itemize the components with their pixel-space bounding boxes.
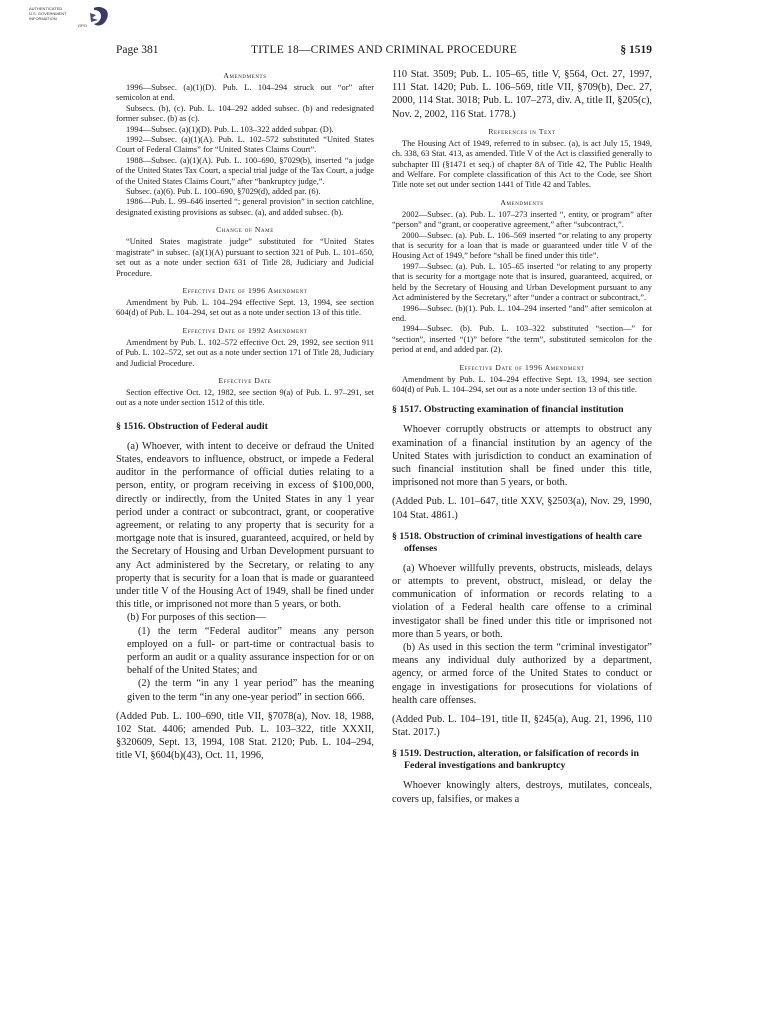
title-heading: TITLE 18—CRIMES AND CRIMINAL PROCEDURE <box>251 44 517 56</box>
amendment-note: 1996—Subsec. (b)(1). Pub. L. 104–294 inserted “and” after semicolon at end. <box>392 303 652 323</box>
page-number: Page 381 <box>116 44 159 56</box>
amendment-note: 1988—Subsec. (a)(1)(A). Pub. L. 100–690, §7029(b), inserted “a judge of the United States Tax Court, a special trial judge of the Tax Court, a judge of the United States Claims Court,” after “bankruptcy judge,”. <box>116 155 374 186</box>
section-1516-subsec-b: (b) For purposes of this section— <box>127 612 266 624</box>
section-1518-heading: § 1518. Obstruction of criminal investigations of health care offenses <box>392 530 642 554</box>
effective-date-1996-note: Amendment by Pub. L. 104–294 effective Sept. 13, 1994, see section 604(d) of Pub. L. 104–294, set out as a note under section 13 of this title. <box>116 297 374 318</box>
citation-continued: 110 Stat. 3509; Pub. L. 105–65, title V, §564, Oct. 27, 1997, 111 Stat. 1420; Pub. L. 106–569, title VII, §709(b), Dec. 27, 2000, 114 Stat. 3018; Pub. L. 107–273, div. A, title II, §205(c), Nov. 2, 2002, 116 Stat. 1778.) <box>392 69 652 120</box>
svg-text:GPO: GPO <box>78 23 87 28</box>
amendment-note: 1996—Subsec. (a)(1)(D). Pub. L. 104–294 struck out “or” after semicolon at end. <box>116 83 374 103</box>
amendment-note: 1986—Pub. L. 99–646 inserted “; general provision” in section catchline, designated existing provisions as subsec. (a), and added subsec. (b). <box>116 197 374 217</box>
svg-text:INFORMATION: INFORMATION <box>29 16 57 21</box>
eagle-seal-icon <box>28 4 112 30</box>
section-1519-heading: § 1519. Destruction, alteration, or falsification of records in Federal investigations and bankruptcy <box>392 748 639 772</box>
section-1516-heading: § 1516. Obstruction of Federal audit <box>116 420 268 432</box>
references-heading: References in Text <box>488 126 556 136</box>
section-1519-text: Whoever knowingly alters, destroys, mutilates, conceals, covers up, falsifies, or makes a <box>392 780 652 805</box>
effective-date-1992-note: Amendment by Pub. L. 102–572 effective Oct. 29, 1992, see section 911 of Pub. L. 102–572, set out as a note under section 171 of Title 28, Judiciary and Judicial Procedure. <box>116 337 374 368</box>
amendment-note: 1994—Subsec. (a)(1)(D). Pub. L. 103–322 added subpar. (D). <box>126 124 334 134</box>
effective-date-note: Section effective Oct. 12, 1982, see section 9(a) of Pub. L. 97–291, set out as a note under section 1512 of this title. <box>116 387 374 408</box>
references-note: The Housing Act of 1949, referred to in subsec. (a), is act July 15, 1949, ch. 338, 63 Stat. 413, as amended. Title V of the Act is classified generally to subchapter III (§1471 et seq.) of chapter 8A of Title 42, The Public Health and Welfare. For complete classification of this Act to the Code, see Short Title note set out under section 1441 of Title 42 and Tables. <box>392 138 652 190</box>
section-1518-citation: (Added Pub. L. 104–191, title II, §245(a), Aug. 21, 1996, 110 Stat. 2017.) <box>392 714 652 739</box>
page-header <box>116 44 652 60</box>
amendment-note: Subsec. (a)(6). Pub. L. 100–690, §7029(d), added par. (6). <box>126 187 321 197</box>
effective-date-1992-heading: Effective Date of 1992 Amendment <box>182 325 308 335</box>
section-1516-par-1: (1) the term “Federal auditor” means any person employed on a full- or part-time or contractual basis to perform an audit or a quality assurance inspection for or on behalf of the United States; and <box>127 625 374 677</box>
section-1517-citation: (Added Pub. L. 101–647, title XXV, §2503(a), Nov. 29, 1990, 104 Stat. 4861.) <box>392 496 652 521</box>
effective-date-1996-note: Amendment by Pub. L. 104–294 effective Sept. 13, 1994, see section 604(d) of Pub. L. 104–294, set out as a note under section 13 of this title. <box>392 374 652 394</box>
right-column <box>392 68 652 806</box>
amendment-note: Subsecs. (b), (c). Pub. L. 104–292 added subsec. (b) and redesignated former subsec. (b) as (c). <box>116 103 374 124</box>
amendments-heading: Amendments <box>223 71 267 80</box>
change-of-name-heading: Change of Name <box>216 225 274 235</box>
left-column <box>116 68 374 763</box>
amendments-heading: Amendments <box>500 197 544 207</box>
svg-text:AUTHENTICATED: AUTHENTICATED <box>29 6 63 11</box>
amendment-note: 1994—Subsec. (b). Pub. L. 103–322 substituted “section—” for “section”, inserted “(1)” before “the term”, substituted semicolon for the period at end, and added par. (2). <box>392 324 652 355</box>
effective-date-1996-heading: Effective Date of 1996 Amendment <box>459 362 585 372</box>
gpo-authentication-logo <box>28 4 112 30</box>
section-1517-text: Whoever corruptly obstructs or attempts to obstruct any examination of a financial institution by an agency of the United States with jurisdiction to conduct an examination of such financial institution shall be fined under this title, imprisoned not more than 5 years, or both. <box>392 424 652 489</box>
section-1517-heading: § 1517. Obstructing examination of financial institution <box>392 404 624 416</box>
section-1516-citation: (Added Pub. L. 100–690, title VII, §7078(a), Nov. 18, 1988, 102 Stat. 4406; amended Pub. L. 103–322, title XXXII, §320609, Sept. 13, 1994, 108 Stat. 2120; Pub. L. 104–294, title VI, §604(b)(43), Oct. 11, 1996, <box>116 710 374 762</box>
amendment-note: 2000—Subsec. (a). Pub. L. 106–569 inserted “or relating to any property that is security for a loan that is made or guaranteed under title V of the Housing Act of 1949,” before “shall be fined under this title”. <box>392 230 652 261</box>
effective-date-1996-heading: Effective Date of 1996 Amendment <box>182 285 308 295</box>
amendment-note: 2002—Subsec. (a). Pub. L. 107–273 inserted “, entity, or program” after “person” and “grant, or cooperative agreement,” after “subcontract,”. <box>392 209 652 230</box>
amendment-note: 1992—Subsec. (a)(1)(A). Pub. L. 102–572 substituted “United States Court of Federal Claims” for “United States Claims Court”. <box>116 135 374 155</box>
svg-text:U.S. GOVERNMENT: U.S. GOVERNMENT <box>29 11 67 16</box>
effective-date-heading: Effective Date <box>218 375 272 385</box>
amendment-note: 1997—Subsec. (a). Pub. L. 105–65 inserted “or relating to any property that is security for a mortgage note that is insured, guaranteed, acquired, or held by the Secretary of Housing and Urban Development pursuant to any Act administered by the Secretary,” after “under a contract or subcontract,”. <box>392 261 652 303</box>
section-1516-subsec-a: (a) Whoever, with intent to deceive or defraud the United States, endeavors to influence, obstruct, or impede a Federal auditor in the performance of official duties relating to a person, entity, or program receiving in excess of $100,000, directly or indirectly, from the United States in any 1 year period under a contract or subcontract, grant, or cooperative agreement, or relating to any property that is security for a mortgage note that is insured, guaranteed, acquired, or held by the Secretary of Housing and Urban Development pursuant to any Act administered by the Secretary, or relating to any property that is security for a loan that is made or guaranteed under title V of the Housing Act of 1949, shall be fined under this title, or imprisoned not more than 5 years, or both. <box>116 440 374 611</box>
section-1518-subsec-b: (b) As used in this section the term “criminal investigator” means any individual duly authorized by a department, agency, or armed force of the United States to conduct or engage in investigations for prosecutions for violations of health care offenses. <box>392 641 652 706</box>
section-1516-par-2: (2) the term “in any 1 year period” has the meaning given to the term “in any one-year period” in section 666. <box>127 678 374 703</box>
change-of-name-note: “United States magistrate judge” substituted for “United States magistrate” in subsec. (a)(1)(A) pursuant to section 321 of Pub. L. 101–650, set out as a note under section 631 of Title 28, Judiciary and Judicial Procedure. <box>116 237 374 278</box>
section-1518-subsec-a: (a) Whoever willfully prevents, obstructs, misleads, delays or attempts to prevent, obstruct, mislead, or delay the communication of information or records relating to a violation of a Federal health care offense to a criminal investigator shall be fined under this title or imprisoned not more than 5 years, or both. <box>392 562 652 640</box>
section-number: § 1519 <box>620 44 652 56</box>
